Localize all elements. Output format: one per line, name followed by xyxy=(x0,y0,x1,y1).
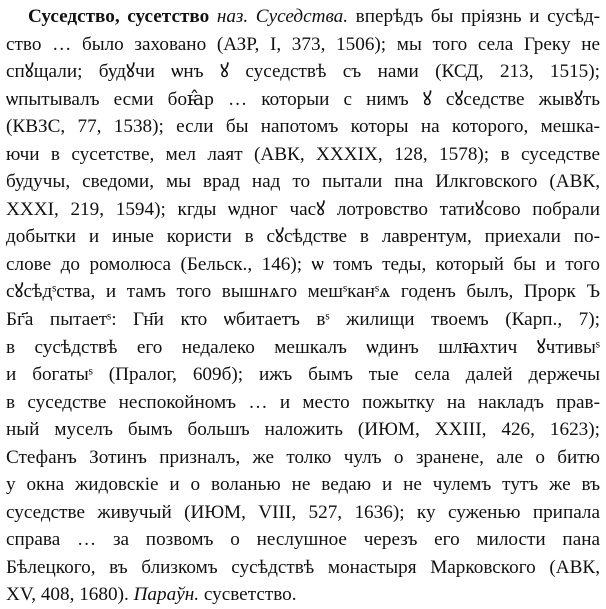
grammar-note: наз. Суседства. xyxy=(216,6,349,27)
entry-line: ючи в сусетстве, мел лаят (АВК, XXXIX, 128, 1578); в суседстве xyxy=(6,143,600,165)
entry-line: в сусѣдствѣ его недалеко мешкалъ ѡдинъ шлꙗхтич ꙋчтивыˢ xyxy=(6,336,600,358)
entry-line: Бѣлецкого, въ близкомъ сусѣдствѣ монастыря Марковского (АВК, xyxy=(6,556,600,578)
entry-line: ный муселъ бымъ большъ наложить (ИЮМ, XXIII, 426, 1623); xyxy=(6,419,600,441)
entry-line: у окна жидовскіе и о воланью не ведаю и не чулемъ тутъ же въ xyxy=(6,474,600,496)
entry-line: ство … было заховано (АЗР, I, 373, 1506); мы того села Греку не xyxy=(6,33,600,55)
entry-line: XXXI, 219, 1594); кгды ѡдног часꙋ лотровство татиꙋсово побрали xyxy=(6,198,600,220)
compare-word: сусветство. xyxy=(203,584,297,606)
entry-line: сꙋсѣдˢства, и тамъ того вышнѧго мешˢканˢѧ годенъ былъ, Прорк Ъ xyxy=(6,281,600,303)
entry-line: Бг҃а пытаетˢ: Гн҃и кто ѡбитаетъ вˢ жилищи твоемъ (Карп., 7); xyxy=(6,309,600,331)
entry-line-last xyxy=(6,581,600,609)
entry-line: будучы, сведоми, мы врад над то пытали пна Илкговского (АВК, xyxy=(6,171,600,193)
entry-line: и богатыˢ (Пралог, 609б); ижъ бымъ тые села далей держечы xyxy=(6,364,600,386)
entry-line: в суседстве неспокойномъ … и место пожытку на накладъ прав- xyxy=(6,391,600,413)
entry-line: суседстве живучый (ИЮМ, VIII, 527, 1636); ку суженью припала xyxy=(6,501,600,523)
entry-line: ѡпытывалъ есми боꙗ̂р … которыи с нимъ ꙋ сꙋседстве жывꙋть xyxy=(6,88,600,110)
entry-text: вперѣдъ бы пріязнь и сусѣд- xyxy=(355,6,601,27)
entry-line: слове до ромолюса (Бельск., 146); ѡ томъ теды, который бы и того xyxy=(6,253,600,275)
entry-text: XV, 408, 1680). xyxy=(6,584,129,606)
entry-line-1 xyxy=(6,3,600,31)
entry-line: Стефанъ Зотинъ призналъ, же толко чулъ о зранене, але о битю xyxy=(6,446,600,468)
entry-line: добытки и иные користи в сꙋсѣдстве в лаврентум, приехали по- xyxy=(6,226,600,248)
entry-line: (КВЗС, 77, 1538); если бы напотомъ которы на которого, мешка- xyxy=(6,116,600,138)
entry-line: спꙋщали; будꙋчи ѡнъ ꙋ суседствѣ съ нами (КСД, 213, 1515); xyxy=(6,61,600,83)
entry-line: справа … за позвомъ о неслушное черезъ его милости пана xyxy=(6,529,600,551)
compare-label: Параўн. xyxy=(133,584,200,606)
headword: Суседство, сусетство xyxy=(28,6,210,27)
